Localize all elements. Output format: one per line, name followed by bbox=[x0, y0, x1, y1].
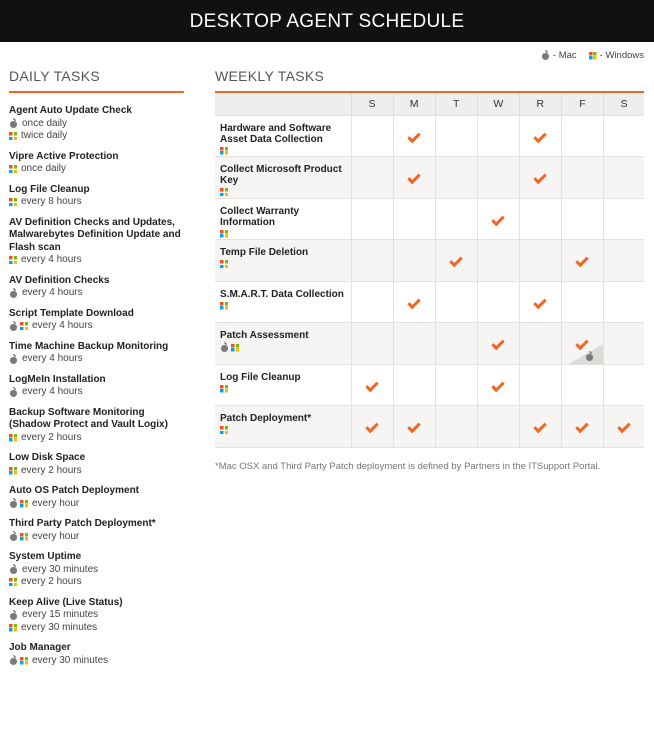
day-cell bbox=[519, 364, 561, 406]
os-icons bbox=[9, 611, 18, 620]
day-cell bbox=[603, 323, 644, 365]
frequency-text: every 2 hours bbox=[21, 464, 82, 476]
day-cell bbox=[393, 323, 435, 365]
daily-task-frequency bbox=[9, 118, 184, 131]
apple-icon bbox=[541, 51, 550, 60]
frequency-text: every 15 minutes bbox=[22, 609, 99, 620]
daily-task-frequency bbox=[9, 386, 184, 399]
checkmark-icon bbox=[492, 337, 505, 350]
os-icons bbox=[220, 343, 347, 352]
frequency-text: every 8 hours bbox=[21, 196, 82, 207]
windows-icon bbox=[9, 578, 17, 586]
daily-task-frequency bbox=[9, 609, 184, 622]
apple-icon bbox=[9, 355, 18, 364]
daily-task-name: Job Manager bbox=[9, 642, 71, 653]
daily-task-frequency bbox=[9, 655, 184, 668]
frequency-text: every 4 hours bbox=[22, 386, 83, 397]
daily-task-list bbox=[9, 105, 184, 667]
frequency-text: every hour bbox=[32, 530, 80, 542]
daily-task-frequency bbox=[9, 498, 184, 511]
day-cell bbox=[603, 157, 644, 199]
weekly-task-name: Collect Microsoft Product Key bbox=[220, 164, 342, 186]
day-cell bbox=[477, 364, 519, 406]
day-cell bbox=[519, 198, 561, 240]
frequency-text: every 4 hours bbox=[32, 320, 93, 331]
daily-tasks-section bbox=[9, 68, 184, 675]
weekly-task-row bbox=[215, 198, 644, 240]
weekly-task-cell bbox=[215, 323, 351, 365]
windows-icon bbox=[9, 434, 17, 442]
day-cell bbox=[393, 281, 435, 323]
day-cell bbox=[561, 198, 603, 240]
day-cell bbox=[393, 406, 435, 448]
day-cell bbox=[603, 240, 644, 282]
windows-icon bbox=[220, 302, 228, 310]
weekly-task-cell bbox=[215, 115, 351, 157]
day-cell bbox=[519, 323, 561, 365]
day-header: R bbox=[519, 93, 561, 115]
day-header: W bbox=[477, 93, 519, 115]
weekly-tasks-section bbox=[215, 68, 644, 472]
windows-icon bbox=[20, 322, 28, 330]
apple-icon bbox=[9, 499, 18, 508]
day-cell bbox=[519, 281, 561, 323]
weekly-task-cell bbox=[215, 157, 351, 199]
day-cell bbox=[519, 157, 561, 199]
daily-task-frequency bbox=[9, 531, 184, 544]
weekly-task-name: Temp File Deletion bbox=[220, 247, 309, 258]
legend-mac-label: - Mac bbox=[552, 50, 577, 61]
checkmark-icon bbox=[576, 254, 589, 267]
os-icons bbox=[9, 165, 17, 173]
frequency-text: once daily bbox=[22, 117, 68, 129]
windows-icon bbox=[20, 657, 28, 665]
os-icons bbox=[9, 565, 18, 574]
daily-task-item bbox=[9, 407, 184, 445]
day-cell bbox=[603, 281, 644, 323]
os-icons bbox=[9, 624, 17, 632]
daily-task-item bbox=[9, 105, 184, 143]
day-cell bbox=[351, 198, 393, 240]
frequency-text: every 2 hours bbox=[21, 431, 82, 443]
os-icons bbox=[220, 230, 347, 238]
page-header bbox=[0, 0, 654, 42]
daily-task-frequency bbox=[9, 465, 184, 478]
daily-task-name: Third Party Patch Deployment* bbox=[9, 518, 156, 529]
daily-task-frequency bbox=[9, 196, 184, 209]
daily-task-frequency bbox=[9, 254, 184, 267]
os-icons bbox=[220, 426, 347, 434]
frequency-text: every 30 minutes bbox=[21, 621, 98, 633]
day-cell bbox=[393, 198, 435, 240]
day-cell bbox=[435, 323, 477, 365]
apple-icon bbox=[9, 656, 18, 665]
checkmark-icon bbox=[534, 420, 547, 433]
apple-icon bbox=[220, 343, 229, 352]
day-cell bbox=[351, 240, 393, 282]
day-cell bbox=[351, 406, 393, 448]
os-icons bbox=[220, 385, 347, 393]
daily-task-item bbox=[9, 518, 184, 543]
daily-task-frequency bbox=[9, 353, 184, 366]
os-icons bbox=[9, 434, 17, 442]
os-icons bbox=[220, 302, 347, 310]
apple-icon bbox=[9, 388, 18, 397]
day-cell bbox=[561, 323, 603, 365]
day-cell bbox=[477, 323, 519, 365]
daily-task-name: Agent Auto Update Check bbox=[9, 105, 132, 116]
weekly-footnote: *Mac OSX and Third Party Patch deployment is defined by Partners in the ITSupport Portal. bbox=[215, 460, 601, 472]
daily-task-name: System Uptime bbox=[9, 551, 82, 562]
windows-icon bbox=[9, 256, 17, 264]
day-cell bbox=[603, 115, 644, 157]
checkmark-icon bbox=[407, 171, 420, 184]
apple-icon bbox=[585, 352, 594, 361]
windows-icon bbox=[20, 533, 28, 541]
daily-task-frequency bbox=[9, 622, 184, 635]
daily-task-item bbox=[9, 151, 184, 176]
weekly-task-name: S.M.A.R.T. Data Collection bbox=[220, 288, 344, 300]
os-icons bbox=[9, 578, 17, 586]
os-icons bbox=[9, 132, 17, 140]
windows-icon bbox=[220, 147, 228, 155]
daily-task-name: Log File Cleanup bbox=[9, 183, 90, 195]
os-icons bbox=[9, 289, 18, 298]
frequency-text: every 4 hours bbox=[21, 254, 82, 265]
daily-task-item bbox=[9, 642, 184, 667]
day-cell bbox=[435, 406, 477, 448]
windows-icon bbox=[9, 132, 17, 140]
daily-task-item bbox=[9, 374, 184, 399]
day-cell bbox=[435, 364, 477, 406]
os-icons bbox=[9, 388, 18, 397]
checkmark-icon bbox=[576, 420, 589, 433]
day-cell bbox=[561, 157, 603, 199]
checkmark-icon bbox=[534, 171, 547, 184]
weekly-task-cell bbox=[215, 406, 351, 448]
frequency-text: every 30 minutes bbox=[32, 654, 109, 666]
frequency-text: every hour bbox=[32, 497, 80, 509]
daily-task-name: Time Machine Backup Monitoring bbox=[9, 340, 169, 352]
daily-tasks-title: DAILY TASKS bbox=[9, 68, 184, 93]
checkmark-icon bbox=[365, 420, 378, 433]
windows-icon bbox=[231, 344, 239, 352]
windows-icon bbox=[220, 260, 228, 268]
apple-icon bbox=[9, 532, 18, 541]
daily-task-item bbox=[9, 341, 184, 366]
day-cell bbox=[351, 323, 393, 365]
os-icons bbox=[9, 467, 17, 475]
day-header: S bbox=[351, 93, 393, 115]
weekly-task-row bbox=[215, 281, 644, 323]
weekly-task-cell bbox=[215, 281, 351, 323]
day-cell bbox=[477, 198, 519, 240]
windows-icon bbox=[20, 500, 28, 508]
daily-task-frequency bbox=[9, 163, 184, 176]
weekly-task-row bbox=[215, 115, 644, 157]
daily-task-item bbox=[9, 597, 184, 635]
os-icons bbox=[9, 532, 28, 541]
weekly-task-name: Hardware and Software Asset Data Collection bbox=[220, 122, 332, 145]
checkmark-icon bbox=[407, 420, 420, 433]
apple-icon bbox=[9, 611, 18, 620]
day-cell bbox=[561, 240, 603, 282]
day-cell bbox=[351, 115, 393, 157]
checkmark-icon bbox=[617, 420, 630, 433]
frequency-text: every 4 hours bbox=[22, 287, 83, 298]
frequency-text: every 2 hours bbox=[21, 576, 82, 587]
apple-icon bbox=[9, 289, 18, 298]
weekly-task-name: Collect Warranty Information bbox=[220, 205, 300, 228]
day-cell bbox=[477, 281, 519, 323]
daily-task-name: Script Template Download bbox=[9, 307, 134, 319]
day-cell bbox=[435, 115, 477, 157]
checkmark-icon bbox=[534, 130, 547, 143]
daily-task-item bbox=[9, 275, 184, 300]
os-icons bbox=[9, 499, 28, 508]
windows-icon bbox=[9, 165, 17, 173]
day-cell bbox=[477, 406, 519, 448]
daily-task-name: LogMeIn Installation bbox=[9, 373, 106, 385]
apple-icon bbox=[9, 565, 18, 574]
os-icons bbox=[9, 198, 17, 206]
os-icons bbox=[9, 119, 18, 128]
day-header: T bbox=[435, 93, 477, 115]
weekly-task-cell bbox=[215, 198, 351, 240]
daily-task-item bbox=[9, 452, 184, 477]
day-cell bbox=[519, 240, 561, 282]
daily-task-name: Auto OS Patch Deployment bbox=[9, 485, 140, 496]
frequency-text: every 4 hours bbox=[22, 353, 83, 364]
day-cell bbox=[477, 157, 519, 199]
day-cell bbox=[393, 240, 435, 282]
daily-task-name: AV Definition Checks and Updates, Malwarebytes Definition Update and Flash scan bbox=[9, 216, 181, 253]
weekly-task-row bbox=[215, 323, 644, 365]
day-cell bbox=[393, 115, 435, 157]
windows-icon bbox=[9, 624, 17, 632]
day-cell bbox=[561, 115, 603, 157]
windows-icon bbox=[9, 198, 17, 206]
weekly-task-row bbox=[215, 157, 644, 199]
apple-icon bbox=[9, 119, 18, 128]
daily-task-frequency bbox=[9, 432, 184, 445]
daily-task-item bbox=[9, 184, 184, 209]
day-cell bbox=[519, 406, 561, 448]
legend-windows bbox=[589, 50, 644, 61]
day-cell bbox=[435, 157, 477, 199]
day-header: F bbox=[561, 93, 603, 115]
day-header: S bbox=[603, 93, 644, 115]
weekly-task-name: Patch Deployment* bbox=[220, 413, 312, 424]
checkmark-icon bbox=[449, 254, 462, 267]
windows-icon bbox=[220, 230, 228, 238]
weekly-task-row bbox=[215, 406, 644, 448]
daily-task-frequency bbox=[9, 320, 184, 333]
daily-task-item bbox=[9, 551, 184, 589]
day-cell bbox=[393, 157, 435, 199]
day-cell bbox=[477, 115, 519, 157]
windows-icon bbox=[589, 52, 597, 60]
page-title: DESKTOP AGENT SCHEDULE bbox=[189, 11, 465, 32]
daily-task-item bbox=[9, 217, 184, 267]
day-cell bbox=[603, 198, 644, 240]
windows-icon bbox=[9, 467, 17, 475]
apple-icon bbox=[9, 322, 18, 331]
checkmark-icon bbox=[407, 296, 420, 309]
frequency-text: twice daily bbox=[21, 130, 68, 141]
weekly-task-name: Patch Assessment bbox=[220, 330, 309, 341]
day-cell bbox=[351, 364, 393, 406]
day-cell bbox=[435, 198, 477, 240]
day-cell bbox=[393, 364, 435, 406]
weekly-tasks-title: WEEKLY TASKS bbox=[215, 68, 644, 93]
day-cell bbox=[561, 281, 603, 323]
weekly-task-row bbox=[215, 240, 644, 282]
weekly-header-row bbox=[215, 93, 644, 115]
day-cell bbox=[351, 281, 393, 323]
checkmark-icon bbox=[365, 379, 378, 392]
weekly-task-row bbox=[215, 364, 644, 406]
legend-mac bbox=[541, 50, 577, 61]
windows-icon bbox=[220, 385, 228, 393]
daily-task-name: Low Disk Space bbox=[9, 452, 86, 463]
day-cell bbox=[561, 364, 603, 406]
checkmark-icon bbox=[407, 130, 420, 143]
daily-task-name: Vipre Active Protection bbox=[9, 150, 119, 162]
header-blank-cell bbox=[215, 93, 351, 115]
daily-task-item bbox=[9, 485, 184, 510]
weekly-task-cell bbox=[215, 364, 351, 406]
os-icons bbox=[9, 355, 18, 364]
daily-task-name: Backup Software Monitoring (Shadow Protect and Vault Logix) bbox=[9, 406, 168, 430]
daily-task-frequency bbox=[9, 130, 184, 143]
day-cell bbox=[561, 406, 603, 448]
os-icons bbox=[220, 147, 347, 155]
frequency-text: once daily bbox=[21, 163, 67, 174]
day-cell bbox=[519, 115, 561, 157]
windows-icon bbox=[220, 188, 228, 196]
os-icons bbox=[220, 260, 347, 268]
legend-windows-label: - Windows bbox=[599, 50, 644, 61]
daily-task-item bbox=[9, 308, 184, 333]
day-cell bbox=[435, 240, 477, 282]
day-cell bbox=[435, 281, 477, 323]
windows-icon bbox=[220, 426, 228, 434]
daily-task-frequency bbox=[9, 287, 184, 300]
day-cell bbox=[603, 406, 644, 448]
weekly-task-name: Log File Cleanup bbox=[220, 371, 301, 383]
daily-task-frequency bbox=[9, 576, 184, 589]
os-icons bbox=[9, 256, 17, 264]
weekly-task-cell bbox=[215, 240, 351, 282]
checkmark-icon bbox=[492, 379, 505, 392]
day-header: M bbox=[393, 93, 435, 115]
checkmark-icon bbox=[534, 296, 547, 309]
os-icons bbox=[9, 656, 28, 665]
os-icons bbox=[220, 188, 347, 196]
daily-task-name: Keep Alive (Live Status) bbox=[9, 596, 123, 608]
day-cell bbox=[351, 157, 393, 199]
weekly-schedule-table bbox=[215, 93, 644, 448]
checkmark-icon bbox=[492, 213, 505, 226]
frequency-text: every 30 minutes bbox=[22, 563, 99, 575]
daily-task-frequency bbox=[9, 564, 184, 577]
day-cell bbox=[603, 364, 644, 406]
daily-task-name: AV Definition Checks bbox=[9, 274, 110, 286]
day-cell bbox=[477, 240, 519, 282]
os-icons bbox=[9, 322, 28, 331]
os-legend bbox=[529, 50, 644, 61]
